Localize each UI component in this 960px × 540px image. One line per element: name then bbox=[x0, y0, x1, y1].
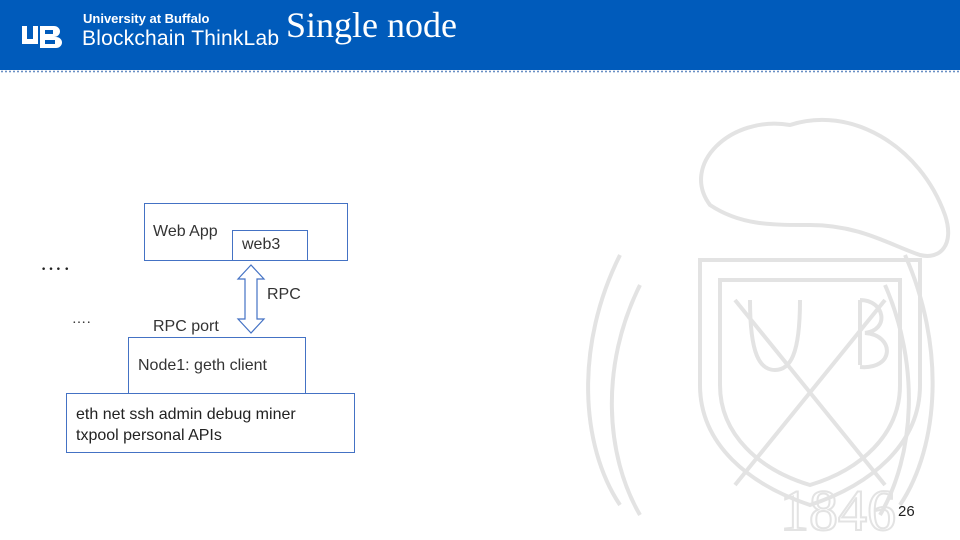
apis-line-2: txpool personal APIs bbox=[76, 427, 222, 444]
seal-year: 1846 bbox=[780, 478, 896, 540]
header-divider bbox=[0, 70, 960, 73]
slide-title: Single node bbox=[286, 5, 457, 45]
header-bar bbox=[0, 0, 960, 70]
rpc-port-label: RPC port bbox=[153, 318, 219, 335]
university-name: University at Buffalo bbox=[83, 11, 210, 26]
apis-text bbox=[76, 404, 296, 446]
university-seal-icon bbox=[560, 85, 960, 540]
lab-name: Blockchain ThinkLab bbox=[82, 27, 280, 50]
ellipsis-small: …. bbox=[72, 312, 92, 327]
rpc-label: RPC bbox=[267, 286, 301, 303]
double-arrow-icon bbox=[236, 264, 266, 334]
ellipsis-large: …. bbox=[40, 250, 72, 275]
node-label: Node1: geth client bbox=[138, 357, 267, 374]
web3-label: web3 bbox=[242, 236, 281, 253]
web-app-label: Web App bbox=[153, 223, 218, 240]
apis-line-1: eth net ssh admin debug miner bbox=[76, 406, 296, 423]
ub-logo-icon bbox=[22, 24, 68, 50]
page-number: 26 bbox=[898, 503, 915, 520]
